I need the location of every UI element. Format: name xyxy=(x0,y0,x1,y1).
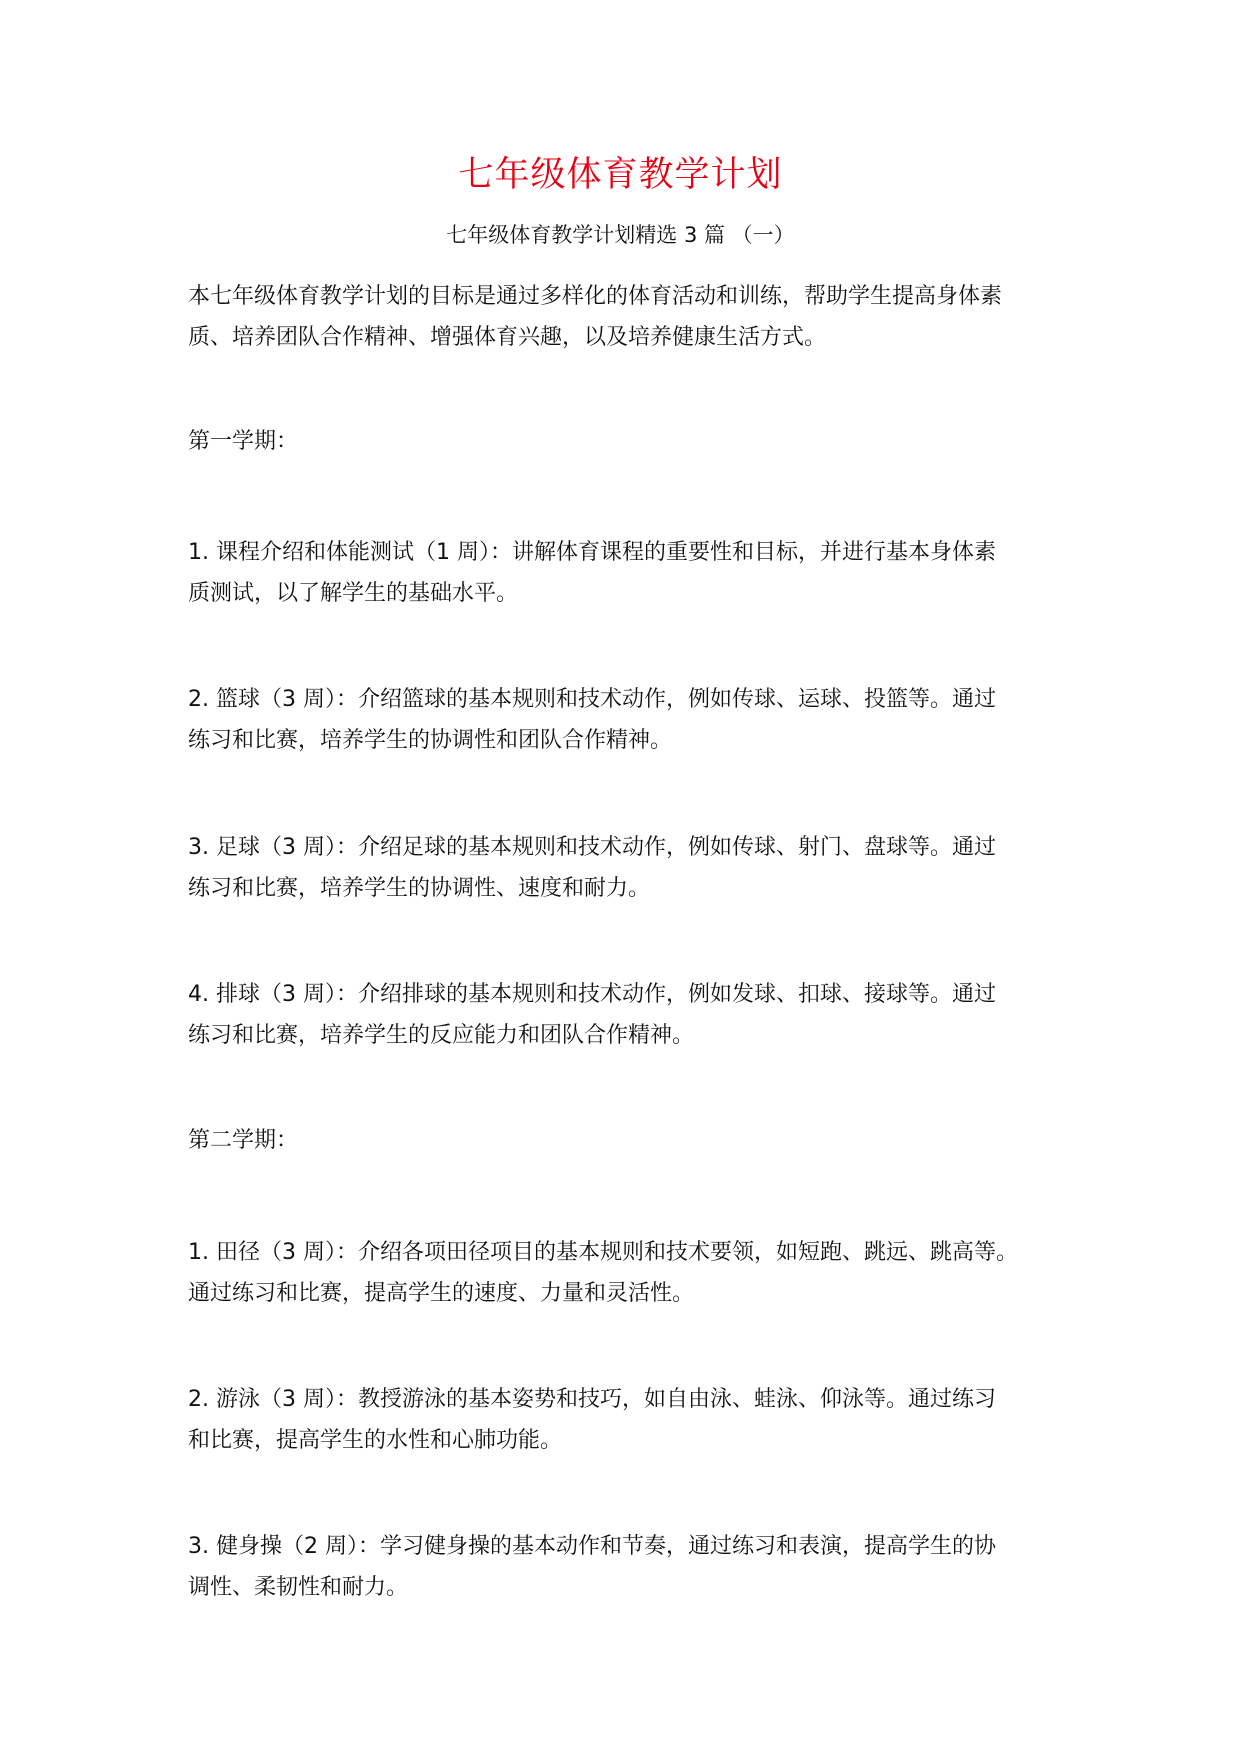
item-line: 和比赛，提高学生的水性和心肺功能。 xyxy=(188,1428,563,1453)
item-line: 2. 游泳（3 周）：教授游泳的基本姿势和技巧，如自由泳、蛙泳、仰泳等。通过练习 xyxy=(188,1387,996,1412)
intro-line: 质、培养团队合作精神、增强体育兴趣，以及培养健康生活方式。 xyxy=(188,325,827,350)
item-line: 1. 课程介绍和体能测试（1 周）：讲解体育课程的重要性和目标，并进行基本身体素 xyxy=(188,540,996,565)
item-line: 质测试，以了解学生的基础水平。 xyxy=(188,581,519,606)
item-line: 2. 篮球（3 周）：介绍篮球的基本规则和技术动作，例如传球、运球、投篮等。通过 xyxy=(188,687,996,712)
term1-heading: 第一学期： xyxy=(188,429,299,454)
document-title: 七年级体育教学计划 xyxy=(458,155,783,195)
term2-item-2 xyxy=(188,1379,1088,1461)
item-line: 1. 田径（3 周）：介绍各项田径项目的基本规则和技术要领，如短跑、跳远、跳高等。 xyxy=(188,1240,1018,1265)
item-line: 练习和比赛，培养学生的协调性、速度和耐力。 xyxy=(188,876,651,901)
term1-item-1 xyxy=(188,532,1088,614)
term2-item-3 xyxy=(188,1526,1088,1608)
item-line: 通过练习和比赛，提高学生的速度、力量和灵活性。 xyxy=(188,1281,695,1306)
item-line: 练习和比赛，培养学生的反应能力和团队合作精神。 xyxy=(188,1023,695,1048)
item-line: 3. 足球（3 周）：介绍足球的基本规则和技术动作，例如传球、射门、盘球等。通过 xyxy=(188,835,996,860)
item-line: 4. 排球（3 周）：介绍排球的基本规则和技术动作，例如发球、扣球、接球等。通过 xyxy=(188,982,996,1007)
term1-item-3 xyxy=(188,827,1088,909)
item-line: 调性、柔韧性和耐力。 xyxy=(188,1575,409,1600)
item-line: 3. 健身操（2 周）：学习健身操的基本动作和节奏，通过练习和表演，提高学生的协 xyxy=(188,1534,996,1559)
term1-item-4 xyxy=(188,974,1088,1056)
intro-paragraph xyxy=(188,276,1088,358)
document-subtitle: 七年级体育教学计划精选 3 篇 （一） xyxy=(446,223,795,247)
term2-heading: 第二学期： xyxy=(188,1128,299,1153)
term1-item-2 xyxy=(188,679,1088,761)
term2-item-1 xyxy=(188,1232,1088,1314)
item-line: 练习和比赛，培养学生的协调性和团队合作精神。 xyxy=(188,728,673,753)
intro-line: 本七年级体育教学计划的目标是通过多样化的体育活动和训练，帮助学生提高身体素 xyxy=(188,284,1003,309)
